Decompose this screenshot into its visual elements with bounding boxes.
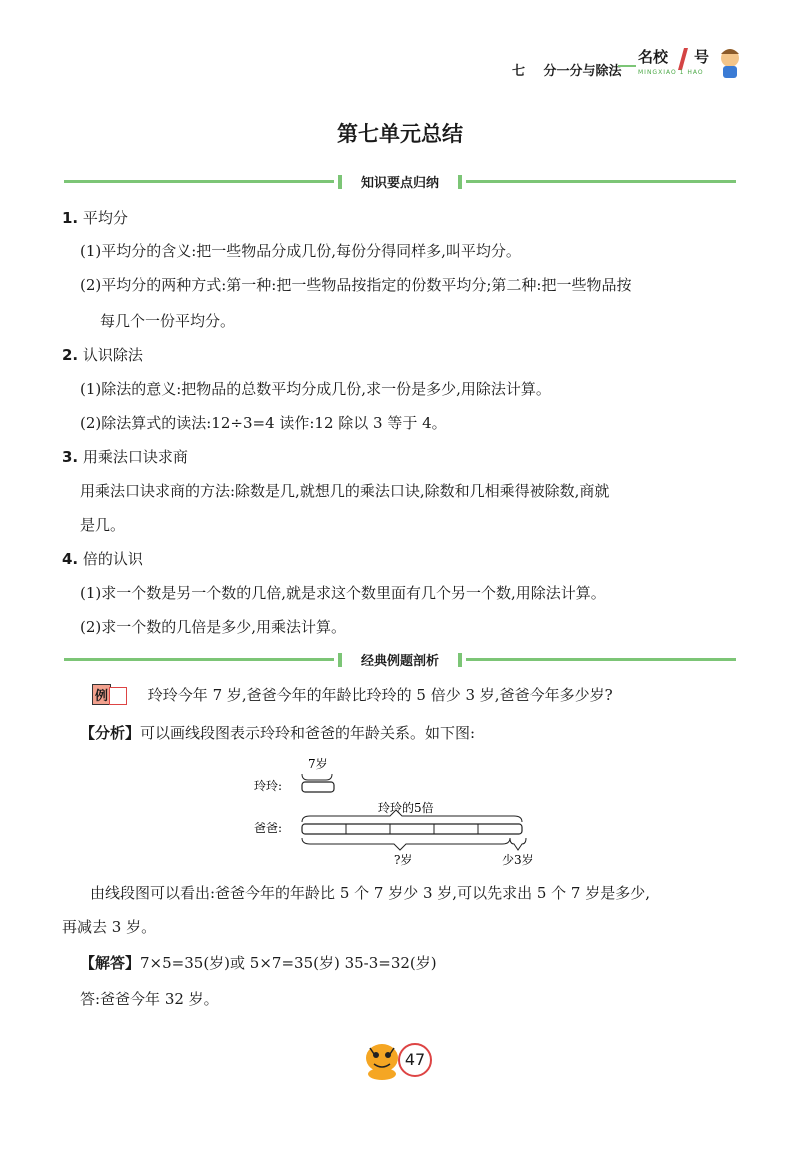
- logo-name: 名校: [638, 48, 669, 66]
- chapter-title: 分一分与除法: [543, 64, 622, 79]
- explain-line-2: 再减去 3 岁。: [62, 918, 157, 936]
- diagram-bar-lingling: [302, 782, 334, 792]
- page-number: 47: [398, 1043, 432, 1077]
- answer-tag: 【解答】: [80, 954, 141, 972]
- analysis-tag: 【分析】: [80, 724, 141, 742]
- text-line: 每几个一份平均分。: [100, 312, 236, 330]
- text-line: (2)除法算式的读法:12÷3=4 读作:12 除以 3 等于 4。: [80, 414, 447, 432]
- answer-line: [80, 952, 437, 973]
- text-line: (1)平均分的含义:把一些物品分成几份,每份分得同样多,叫平均分。: [80, 242, 521, 260]
- explain-line-1: 由线段图可以看出:爸爸今年的年龄比 5 个 7 岁少 3 岁,可以先求出 5 个 7 岁是多少,: [90, 884, 650, 902]
- example-question: [92, 684, 613, 705]
- logo-subtitle: MINGXIAO 1 HAO: [638, 69, 704, 76]
- analysis-line: [80, 722, 475, 743]
- section-label: 知识要点归纳: [353, 172, 447, 191]
- example-tag: 例: [92, 684, 111, 705]
- diagram-brace-bottom: [302, 838, 510, 850]
- diagram-row2-name: 爸爸:: [254, 821, 283, 835]
- text-line: 是几。: [80, 516, 126, 534]
- section-bar-summary: [64, 172, 736, 192]
- item-heading-4: 4. 倍的认识: [62, 550, 143, 568]
- brand-logo: [618, 44, 748, 82]
- question-text: 玲玲今年 7 岁,爸爸今年的年龄比玲玲的 5 倍少 3 岁,爸爸今年多少岁?: [147, 686, 613, 704]
- diagram-brace-less: [510, 838, 526, 850]
- text-line: (1)除法的意义:把物品的总数平均分成几份,求一份是多少,用除法计算。: [80, 380, 551, 398]
- text-line: (1)求一个数是另一个数的几倍,就是求这个数里面有几个另一个数,用除法计算。: [80, 584, 606, 602]
- item-heading-2: 2. 认识除法: [62, 346, 143, 364]
- section-label: 经典例题剖析: [353, 650, 447, 669]
- diagram-top-label: 7岁: [308, 757, 328, 771]
- item-heading-1: 1. 平均分: [62, 209, 128, 227]
- page-title: 第七单元总结: [337, 122, 463, 146]
- diagram-bar-dad: [302, 824, 522, 834]
- logo-hao: 号: [694, 48, 710, 66]
- diagram-brace-top: [302, 774, 332, 780]
- text-line: (2)平均分的两种方式:第一种:把一些物品按指定的份数平均分;第二种:把一些物品按: [80, 276, 632, 294]
- diagram-question-label: ?岁: [394, 853, 413, 867]
- analysis-text: 可以画线段图表示玲玲和爸爸的年龄关系。如下图:: [140, 724, 476, 742]
- text-line: (2)求一个数的几倍是多少,用乘法计算。: [80, 618, 347, 636]
- answer-text: 7×5=35(岁)或 5×7=35(岁) 35-3=32(岁): [140, 954, 437, 972]
- diagram-row1-name: 玲玲:: [254, 779, 283, 793]
- text-line: 用乘法口诀求商的方法:除数是几,就想几的乘法口诀,除数和几相乘得被除数,商就: [80, 482, 610, 500]
- item-heading-3: 3. 用乘法口诀求商: [62, 448, 188, 466]
- final-answer: 答:爸爸今年 32 岁。: [80, 990, 219, 1008]
- section-bar-examples: [64, 650, 736, 670]
- diagram-less-label: 少3岁: [502, 853, 534, 867]
- line-segment-diagram: [240, 752, 560, 877]
- diagram-middle-label: 玲玲的5倍: [378, 801, 434, 815]
- example-tag-box: [109, 687, 127, 705]
- chapter-number: 七: [512, 64, 526, 79]
- chapter-header: [512, 60, 622, 79]
